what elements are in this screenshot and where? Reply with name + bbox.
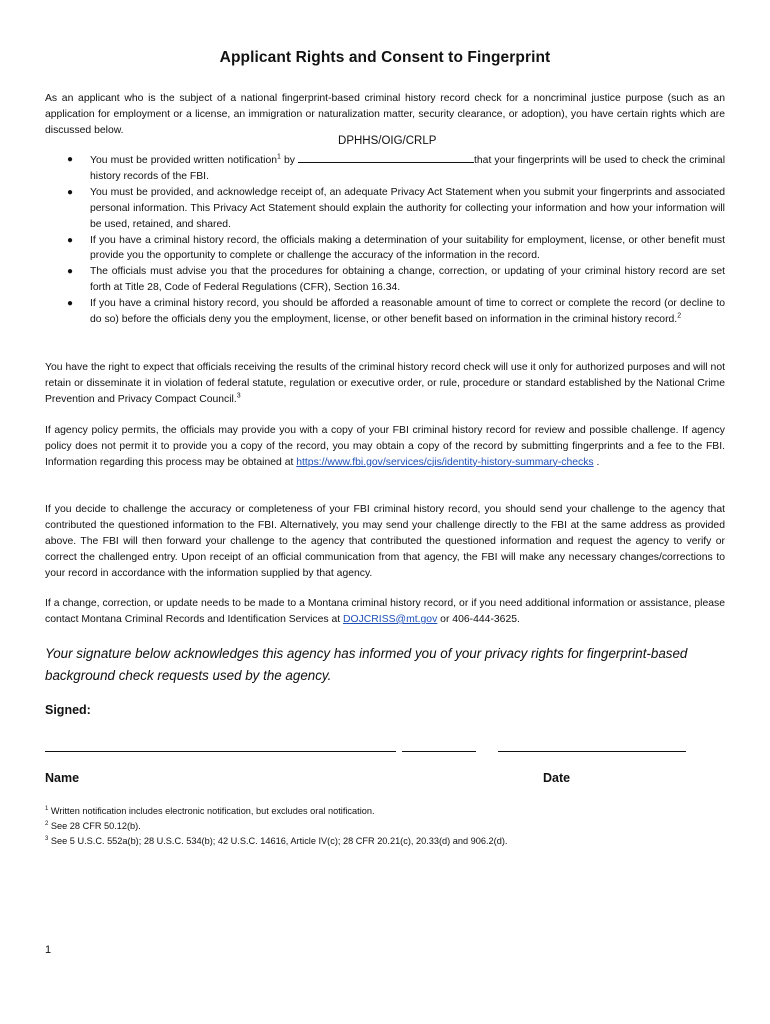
- record-copy-paragraph: If agency policy permits, the officials may provide you with a copy of your FBI criminal history record for review and possible challenge. If agency policy does not permit it to provide you a copy of the record, you may obtain a copy of the record by submitting fingerprints and a fee to the FBI. Information regarding this process may be obtained at https://www.fbi.gov/services/cjis/identity-history-summary-checks .: [45, 425, 725, 468]
- list-item: ● If you have a criminal history record, the officials making a determination of your suitability for employment, license, or other benefit must provide you the opportunity to complete or challenge the accuracy of the information in the record.: [67, 234, 725, 262]
- authorized-use-paragraph: You have the right to expect that officials receiving the results of the criminal history record check will use it only for authorized purposes and will not retain or disseminate it in violation of federal statute, regulation or executive order, or rule, procedure or standard established by the National Crime Prevention and Privacy Compact Council.$^3$: [45, 362, 725, 405]
- signature-line[interactable]: [45, 751, 396, 752]
- bullet-icon: ●: [67, 298, 74, 310]
- list-item: ● If you have a criminal history record, you should be afforded a reasonable amount of time to correct or complete the record (or decline to do so) before the officials deny you the employment, license, or other benefit based on information in the criminal history record.$^2$: [67, 298, 725, 326]
- footnote: $^1$ Written notification includes electronic notification, but excludes oral notification.: [45, 805, 375, 816]
- bullet-icon: ●: [67, 266, 74, 278]
- list-item: ● You must be provided written notification$^1$ by DPHHS/OIG/CRLP that your fingerprints will be used to check the criminal history records of the FBI.: [67, 135, 726, 182]
- acknowledgement-statement: Your signature below acknowledges this agency has informed you of your privacy rights for fingerprint-based background check requests used by the agency.: [45, 646, 688, 683]
- agency-name: DPHHS/OIG/CRLP: [338, 135, 437, 147]
- agency-blank-field: [298, 135, 474, 163]
- footnote-ref: 3: [236, 392, 241, 400]
- list-item: ● You must be provided, and acknowledge receipt of, an adequate Privacy Act Statement when you submit your fingerprints and associated personal information. This Privacy Act Statement should explain the authority for collecting your information and how your information will be used, retained, and shared.: [67, 186, 725, 230]
- montana-contact-paragraph: If a change, correction, or update needs to be made to a Montana criminal history record, or if you need additional information or assistance, please contact Montana Criminal Records and Identification Services at DOJCRISS@mt.gov or 406-444-3625.: [45, 598, 725, 625]
- page-number: 1: [45, 944, 52, 956]
- intro-paragraph: As an applicant who is the subject of a national fingerprint-based criminal history record check for a noncriminal justice purpose (such as an application for employment or a license, an immigration or naturalization matter, security clearance, or adoption), you have certain rights which are discussed below.: [45, 93, 725, 136]
- rights-list: [45, 135, 726, 328]
- signature-line-extension[interactable]: [402, 751, 476, 752]
- footnotes: [45, 804, 725, 849]
- document-title: Applicant Rights and Consent to Fingerprint: [219, 49, 551, 66]
- bullet-icon: ●: [67, 186, 74, 198]
- fbi-identity-history-link[interactable]: https://www.fbi.gov/services/cjis/identity-history-summary-checks: [296, 456, 594, 468]
- bullet-icon: ●: [67, 154, 74, 165]
- footnote: $^3$ See 5 U.S.C. 552a(b); 28 U.S.C. 534(b); 42 U.S.C. 14616, Article IV(c); 28 CFR 20.21(c), 20.33(d) and 906.2(d).: [45, 835, 508, 846]
- signed-label: Signed:: [45, 703, 91, 717]
- date-line[interactable]: [498, 751, 686, 752]
- list-item: ● The officials must advise you that the procedures for obtaining a change, correction, or updating of your criminal history record are set forth at Title 28, Code of Federal Regulations (CFR), Section 16.34.: [67, 266, 725, 294]
- footnote-ref: 1: [277, 153, 281, 161]
- challenge-paragraph: If you decide to challenge the accuracy or completeness of your FBI criminal history record, you should send your challenge to the agency that contributed the questioned information to the FBI. Alternatively, you may send your challenge directly to the FBI at the same address as provided above. The FBI will then forward your challenge to the agency that contributed the questioned information and request the agency to verify or correct the challenged entry. Upon receipt of an official communication from that agency, the FBI will make any necessary changes/corrections to your record in accordance with the information supplied by that agency.: [45, 504, 725, 579]
- date-label: Date: [543, 771, 571, 785]
- name-label: Name: [45, 771, 80, 785]
- contact-email-link[interactable]: DOJCRISS@mt.gov: [343, 613, 438, 625]
- bullet-icon: ●: [67, 234, 74, 246]
- footnote: $^2$ See 28 CFR 50.12(b).: [45, 820, 141, 831]
- footnote-ref: 2: [677, 312, 682, 320]
